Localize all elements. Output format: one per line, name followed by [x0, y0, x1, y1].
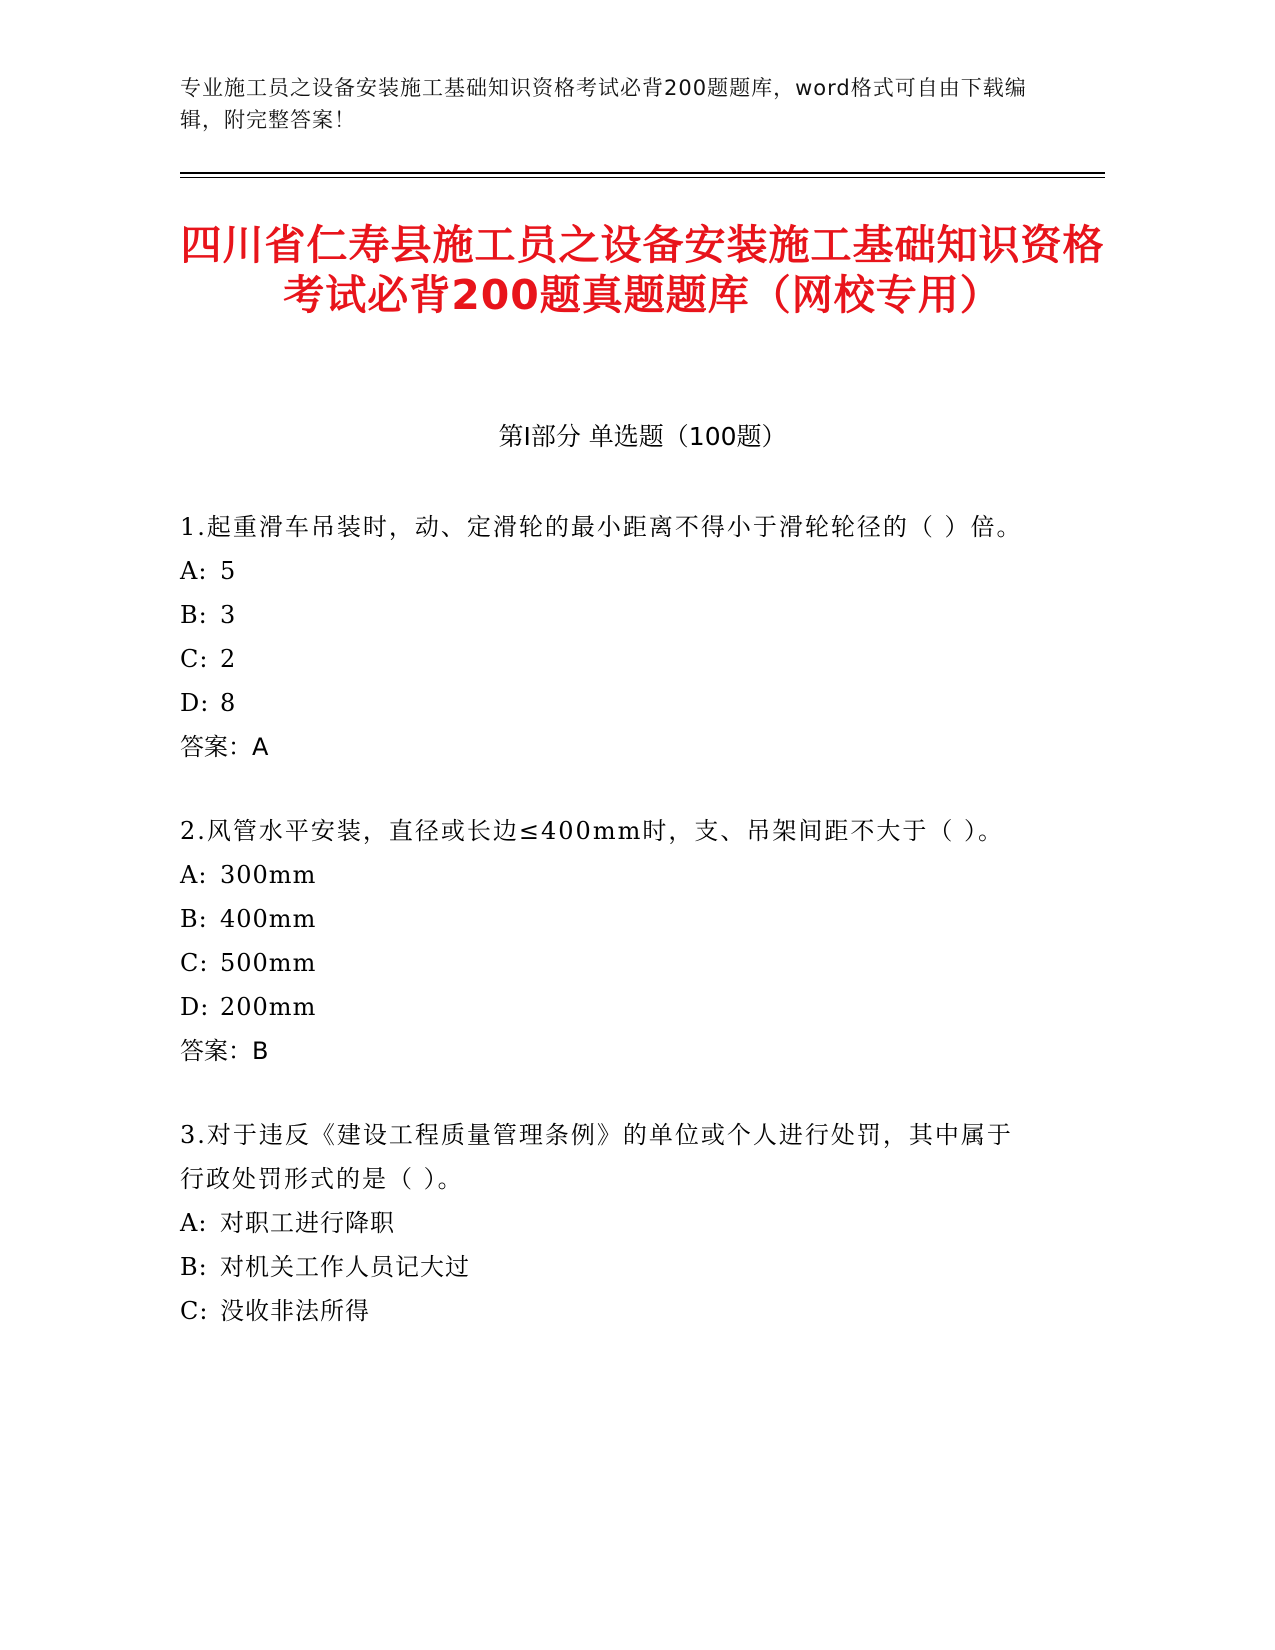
option-letter: B: — [180, 1253, 208, 1281]
question-stem: 2.风管水平安装，直径或长边≤400mm时，支、吊架间距不大于（ ）。 — [180, 817, 1004, 845]
question-option — [180, 1201, 1025, 1245]
option-text: 没收非法所得 — [220, 1297, 370, 1325]
option-letter: C: — [180, 1297, 209, 1325]
option-text: 5 — [220, 557, 237, 585]
header-rule-thin — [180, 177, 1105, 178]
option-letter: A: — [180, 1209, 208, 1237]
question-item — [180, 505, 1025, 769]
question-option — [180, 941, 1025, 985]
document-title: 四川省仁寿县施工员之设备安装施工基础知识资格考试必背200题真题题库（网校专用） — [180, 221, 1105, 319]
option-letter: B: — [180, 905, 208, 933]
question-option — [180, 593, 1025, 637]
option-letter: D: — [180, 993, 210, 1021]
question-item — [180, 809, 1025, 1073]
option-text: 400mm — [220, 905, 317, 933]
option-text: 500mm — [220, 949, 317, 977]
option-text: 8 — [220, 689, 237, 717]
question-option — [180, 853, 1025, 897]
question-option — [180, 897, 1025, 941]
question-stem: 3.对于违反《建设工程质量管理条例》的单位或个人进行处罚，其中属于行政处罚形式的是（ ）。 — [180, 1121, 1013, 1193]
option-text: 200mm — [220, 993, 317, 1021]
option-letter: C: — [180, 645, 209, 673]
option-text: 3 — [220, 601, 237, 629]
question-list — [180, 505, 1025, 1373]
question-option — [180, 681, 1025, 725]
option-text: 2 — [220, 645, 237, 673]
option-text: 对机关工作人员记大过 — [220, 1253, 470, 1281]
question-option — [180, 985, 1025, 1029]
header-rule-thick — [180, 172, 1105, 174]
question-option — [180, 637, 1025, 681]
option-letter: D: — [180, 689, 210, 717]
section-heading: 第I部分 单选题（100题） — [498, 422, 787, 451]
question-item — [180, 1113, 1025, 1333]
question-option — [180, 1245, 1025, 1289]
question-stem: 1.起重滑车吊装时，动、定滑轮的最小距离不得小于滑轮轮径的（ ）倍。 — [180, 513, 1023, 541]
option-letter: B: — [180, 601, 208, 629]
question-option — [180, 549, 1025, 593]
option-text: 对职工进行降职 — [220, 1209, 395, 1237]
question-answer: 答案：B — [180, 1037, 269, 1065]
question-option — [180, 1289, 1025, 1333]
option-letter: A: — [180, 557, 208, 585]
header-note: 专业施工员之设备安装施工基础知识资格考试必背200题题库，word格式可自由下载编辑，附完整答案！ — [180, 76, 1027, 132]
option-letter: C: — [180, 949, 209, 977]
option-letter: A: — [180, 861, 208, 889]
question-answer: 答案：A — [180, 733, 269, 761]
option-text: 300mm — [220, 861, 317, 889]
